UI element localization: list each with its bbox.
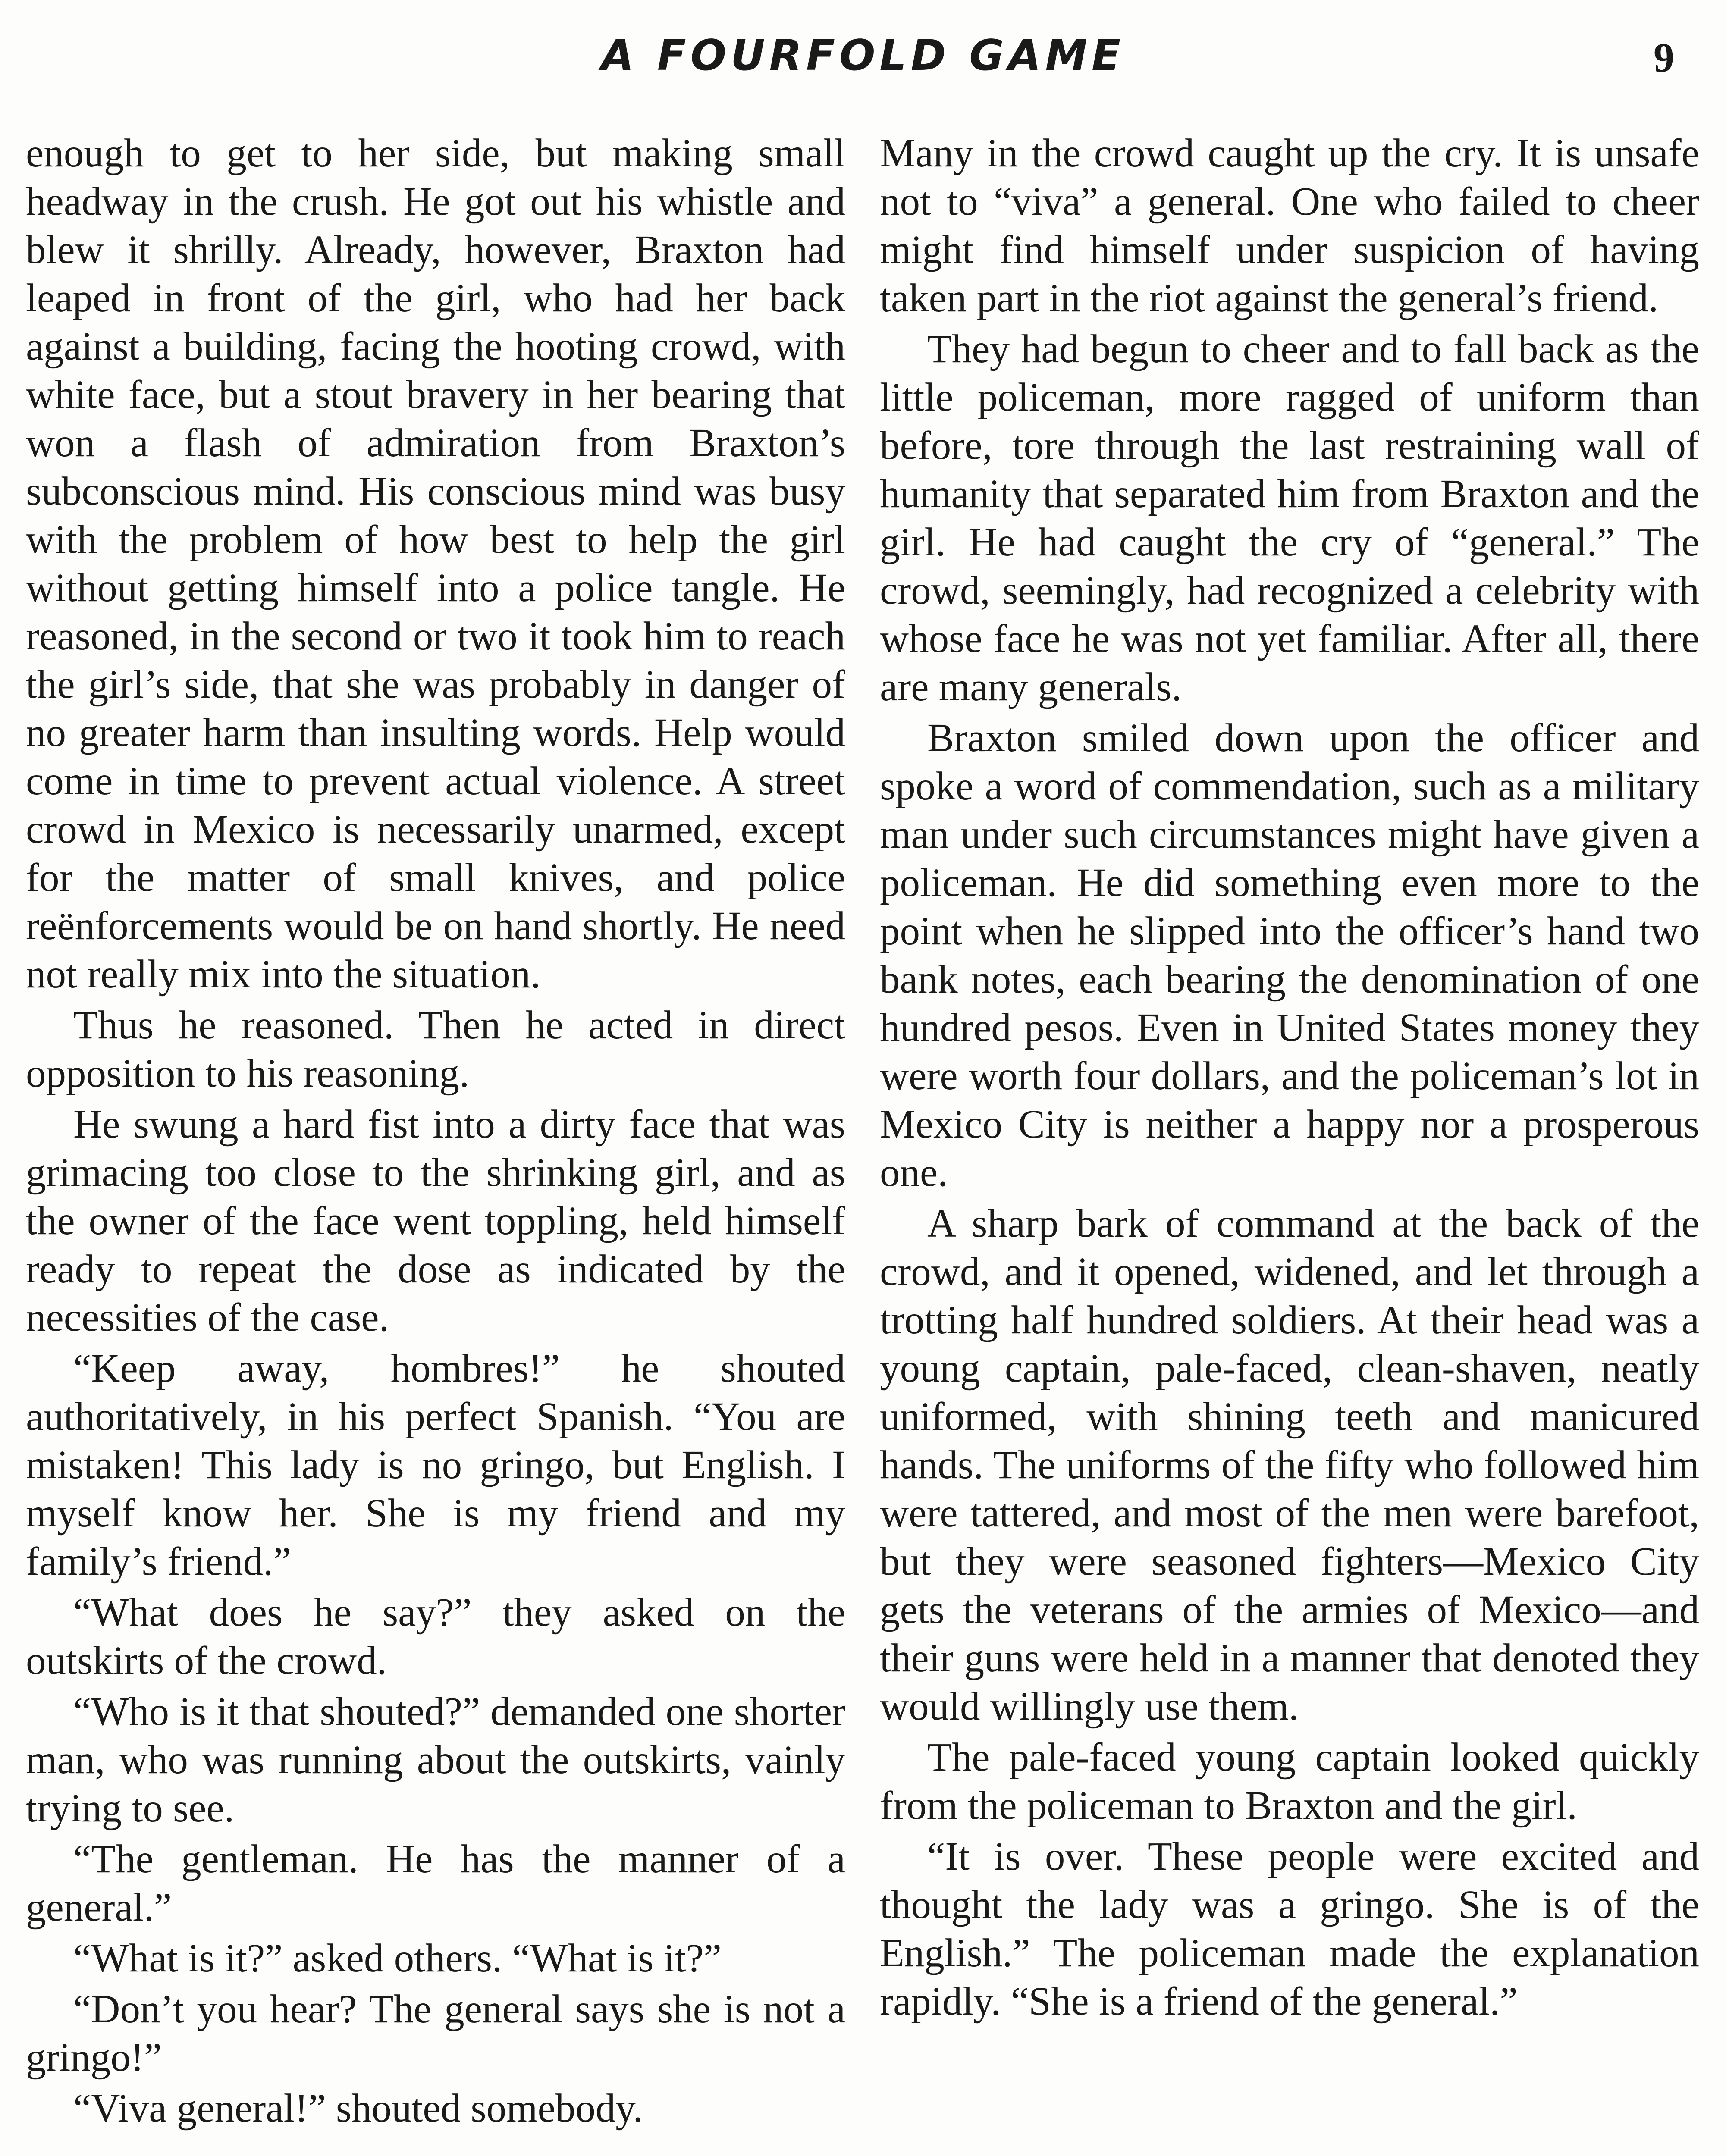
paragraph: Many in the crowd caught up the cry. It is unsafe not to “viva” a general. One who failed to cheer might find himself under suspicion of having taken part in the riot against the general’s friend.: [880, 131, 1699, 320]
paragraph: Thus he reasoned. Then he acted in direct opposition to his reasoning.: [26, 1003, 845, 1096]
paragraph: “It is over. These people were excited and thought the lady was a gringo. She is of the English.” The policeman made the explanation rapidly. “She is a friend of the general.”: [880, 1834, 1699, 2024]
paragraph: “Who is it that shouted?” demanded one shorter man, who was running about the outskirts, vainly trying to see.: [26, 1689, 845, 1830]
right-column: [880, 129, 1699, 2156]
paragraph: They had begun to cheer and to fall back as the little policeman, more ragged of uniform than before, tore through the last restraining wall of humanity that separated him from Braxton and the girl. He had caught the cry of “general.” The crowd, seemingly, had recognized a celebrity with whose face he was not yet familiar. After all, there are many generals.: [880, 327, 1699, 709]
paragraph: “What is it?” asked others. “What is it?”: [73, 1936, 722, 1981]
paragraph: The pale-faced young captain looked quickly from the policeman to Braxton and the girl.: [880, 1735, 1699, 1828]
paragraph: “Don’t you hear? The general says she is not a gringo!”: [26, 1987, 845, 2080]
running-title: A FOURFOLD GAME: [601, 31, 1125, 80]
paragraph: “Viva general!” shouted somebody.: [73, 2086, 643, 2131]
paragraph: Braxton smiled down upon the officer and spoke a word of commendation, such as a military man under such circumstances might have given a policeman. He did something even more to the point when he slipped into the officer’s hand two bank notes, each bearing the denomination of one hundred pesos. Even in United States money they were worth four dollars, and the policeman’s lot in Mexico City is neither a happy nor a prosperous one.: [880, 716, 1699, 1195]
page-number: 9: [1654, 34, 1674, 81]
paragraph: “The gentleman. He has the manner of a general.”: [26, 1837, 845, 1930]
left-column: [26, 129, 845, 2156]
running-head: [0, 31, 1726, 91]
text-columns: [26, 129, 1699, 2156]
paragraph: enough to get to her side, but making small headway in the crush. He got out his whistle and blew it shrilly. Already, however, Braxton had leaped in front of the girl, who had her back against a building, facing the hooting crowd, with white face, but a stout bravery in her bearing that won a flash of admiration from Braxton’s subconscious mind. His conscious mind was busy with the problem of how best to help the girl without getting himself into a police tangle. He reasoned, in the second or two it took him to reach the girl’s side, that she was probably in danger of no greater harm than insulting words. Help would come in time to prevent actual violence. A street crowd in Mexico is necessarily unarmed, except for the matter of small knives, and police reënforcements would be on hand shortly. He need not really mix into the situation.: [26, 131, 845, 997]
paragraph: He swung a hard fist into a dirty face that was grimacing too close to the shrinking girl, and as the owner of the face went toppling, held himself ready to repeat the dose as indicated by the necessities of the case.: [26, 1102, 845, 1340]
paragraph: “What does he say?” they asked on the outskirts of the crowd.: [26, 1590, 845, 1683]
paragraph: “Keep away, hombres!” he shouted authoritatively, in his perfect Spanish. “You are mistaken! This lady is no gringo, but English. I myself know her. She is my friend and my family’s friend.”: [26, 1346, 845, 1584]
paragraph: A sharp bark of command at the back of the crowd, and it opened, widened, and let through a trotting half hundred soldiers. At their head was a young captain, pale-faced, clean-shaven, neatly uniformed, with shining teeth and manicured hands. The uniforms of the fifty who followed him were tattered, and most of the men were barefoot, but they were seasoned fighters—Mexico City gets the veterans of the armies of Mexico—and their guns were held in a manner that denoted they would willingly use them.: [880, 1201, 1699, 1729]
